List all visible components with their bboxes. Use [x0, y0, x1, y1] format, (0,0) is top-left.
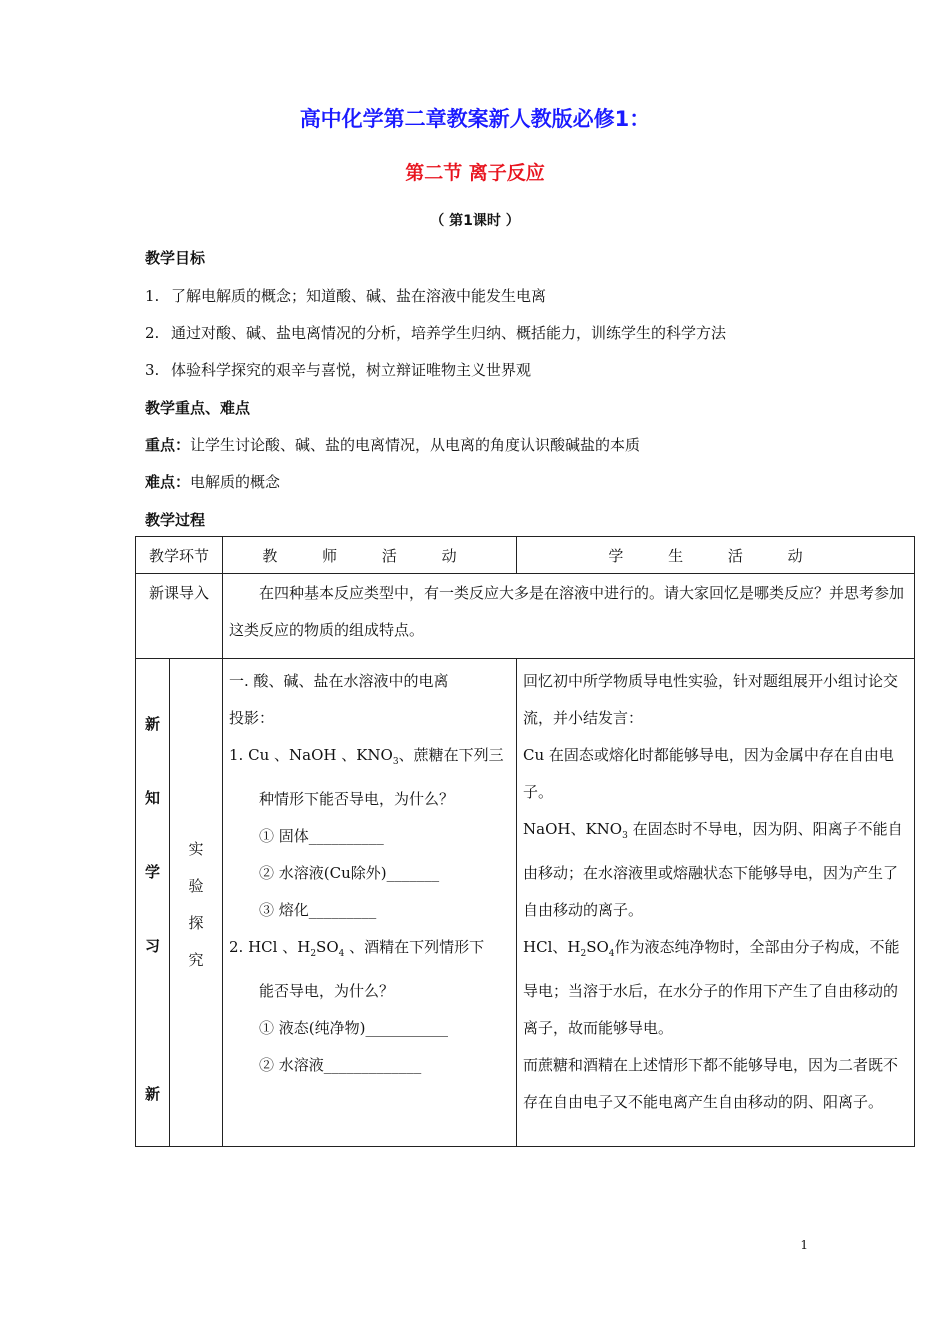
objective-text: 通过对酸、碱、盐电离情况的分析，培养学生归纳、概括能力，训练学生的科学方法: [171, 324, 727, 342]
objective-text: 体验科学探究的艰辛与喜悦，树立辩证唯物主义世界观: [171, 361, 532, 379]
table-header-row: [136, 537, 915, 574]
question-1-option: ② 水溶液(Cu除外)_______: [259, 864, 440, 882]
stage-cell-new-knowledge: [136, 659, 170, 1147]
focus-text: 让学生讨论酸、碱、盐的电离情况，从电离的角度认识酸碱盐的本质: [190, 436, 641, 454]
teacher-line: 一. 酸、碱、盐在水溶液中的电离: [229, 672, 449, 690]
page-number: 1: [800, 1238, 808, 1252]
column-header-student: 学 生 活 动: [517, 537, 915, 574]
student-paragraph: NaOH、$KNO_3$ 在固态时不导电，因为阴、阳离子不能自由移动；在水溶液里或熔融状态下能够导电，因为产生了自由移动的离子。: [523, 820, 903, 919]
question-2: 2. HCl 、$H_2SO_4$ 、酒精在下列情形下: [229, 938, 485, 959]
focus-line: [145, 434, 640, 455]
objective-item-1: [145, 285, 546, 306]
teaching-process-table: [135, 536, 915, 1147]
student-paragraph: Cu 在固态或熔化时都能够导电，因为金属中存在自由电子。: [523, 746, 894, 801]
stage-char: 知: [144, 789, 160, 807]
objectives-heading: 教学目标: [145, 249, 206, 267]
question-1-option: ① 固体__________: [259, 827, 384, 845]
column-header-teacher: 教 师 活 动: [223, 537, 517, 574]
intro-text-cell: [223, 574, 915, 659]
table-row-intro: [136, 574, 915, 659]
difficulty-text: 电解质的概念: [190, 473, 281, 491]
objective-text: 了解电解质的概念；知道酸、碱、盐在溶液中能发生电离: [171, 287, 547, 305]
difficulty-label: 难点：: [145, 473, 191, 491]
teacher-activity-cell: [223, 659, 517, 1147]
question-1: 1. Cu 、NaOH 、$KNO_3$、蔗糖在下列三: [229, 746, 504, 767]
focus-label: 重点：: [145, 436, 191, 454]
objective-number: 1.: [145, 287, 160, 305]
column-header-stage: 教学环节: [136, 537, 223, 574]
question-1-cont: 种情形下能否导电，为什么？: [259, 790, 455, 808]
stage-char: 新: [144, 1085, 160, 1103]
teacher-line: 投影：: [229, 709, 275, 727]
difficulty-line: [145, 471, 280, 492]
process-heading: 教学过程: [145, 511, 206, 529]
stage-char: 学: [144, 863, 160, 881]
section-title: 第二节 离子反应: [405, 162, 545, 184]
sub-stage-char: 实: [188, 840, 204, 858]
lesson-period: （ 第1课时 ）: [430, 213, 520, 229]
document-title: 高中化学第二章教案新人教版必修1：: [299, 107, 651, 131]
student-paragraph: 回忆初中所学物质导电性实验，针对题组展开小组讨论交流，并小结发言：: [523, 672, 899, 727]
question-1-option: ③ 熔化_________: [259, 901, 377, 919]
sub-stage-char: 验: [188, 877, 204, 895]
stage-char: 新: [144, 715, 160, 733]
sub-stage-char: 究: [188, 951, 204, 969]
key-points-heading: 教学重点、难点: [145, 399, 251, 417]
objective-number: 2.: [145, 324, 160, 342]
intro-text: 在四种基本反应类型中，有一类反应大多是在溶液中进行的。请大家回忆是哪类反应？并思考参加这类反应的物质的组成特点。: [229, 584, 905, 639]
student-activity-cell: [517, 659, 915, 1147]
objective-item-2: [145, 322, 726, 343]
sub-stage-cell: [170, 659, 223, 1147]
question-2-option: ② 水溶液_____________: [259, 1056, 422, 1074]
stage-char: 习: [144, 937, 160, 955]
student-paragraph: HCl、$H_2SO_4$作为液态纯净物时，全部由分子构成，不能导电；当溶于水后，在水分子的作用下产生了自由移动的离子，故而能够导电。: [523, 938, 900, 1037]
sub-stage-char: 探: [188, 914, 204, 932]
question-2-option: ① 液态(纯净物)___________: [259, 1019, 448, 1037]
intro-stage-cell: 新课导入: [136, 574, 223, 659]
question-2-cont: 能否导电，为什么？: [259, 982, 395, 1000]
table-row-new-knowledge: [136, 659, 915, 1147]
objective-number: 3.: [145, 361, 160, 379]
objective-item-3: [145, 359, 531, 380]
student-paragraph: 而蔗糖和酒精在上述情形下都不能够导电，因为二者既不存在自由电子又不能电离产生自由移动的阴、阳离子。: [523, 1056, 899, 1111]
